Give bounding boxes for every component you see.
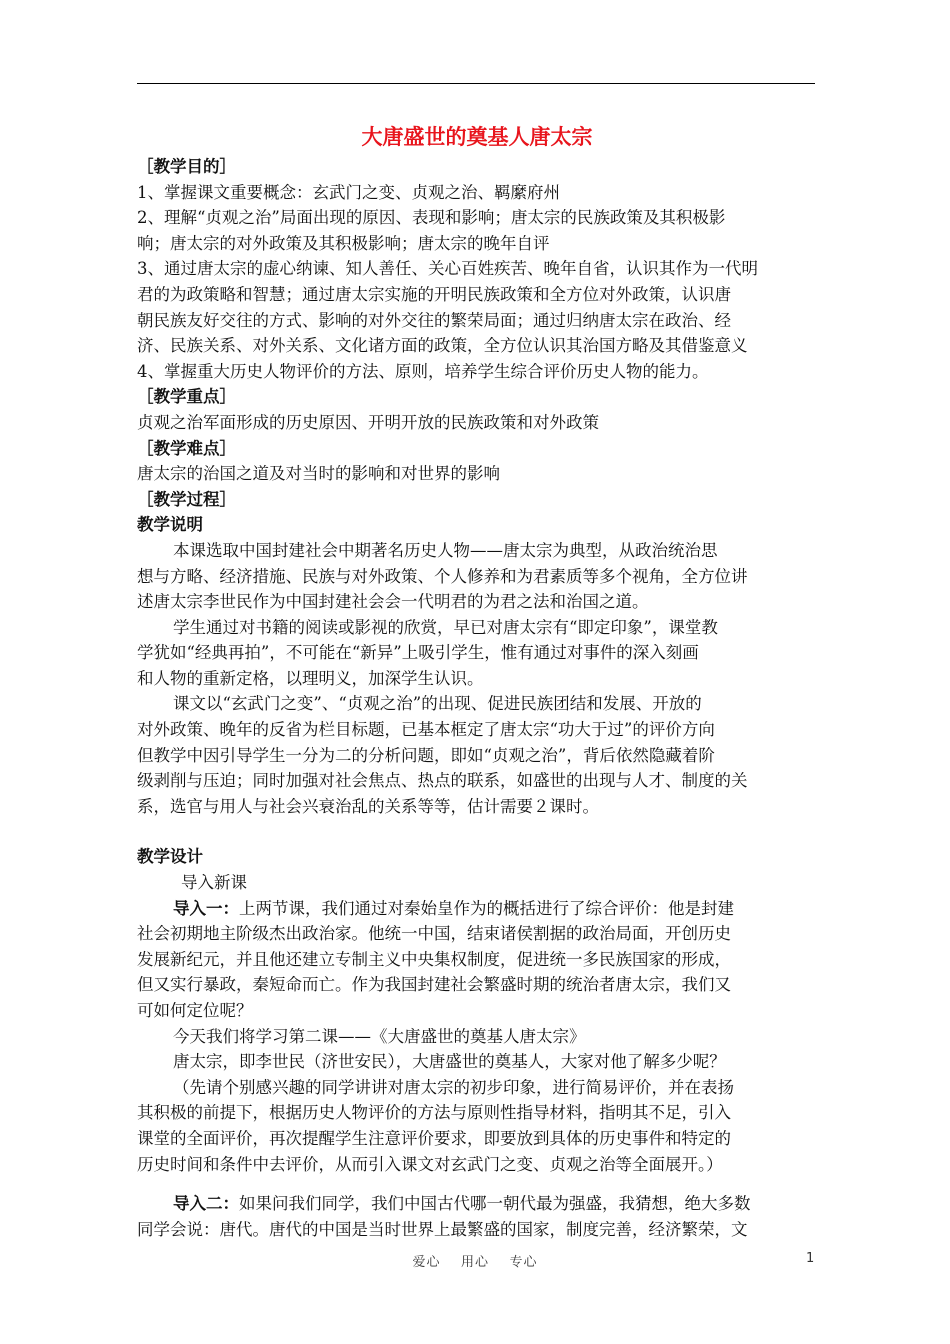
paragraph-line: 想与方略、经济措施、民族与对外政策、个人修养和为君素质等多个视角，全方位讲 <box>137 566 748 586</box>
paragraph-line: 学生通过对书籍的阅读或影视的欣赏，早已对唐太宗有“即定印象”，课堂教 <box>173 617 718 637</box>
paragraph-line: 同学会说：唐代。唐代的中国是当时世界上最繁盛的国家，制度完善，经济繁荣，文 <box>137 1219 748 1239</box>
process-heading: ［教学过程］ <box>137 489 236 509</box>
paragraph-line: 学犹如“经典再拍”，不可能在“新异”上吸引学生，惟有通过对事件的深入刻画 <box>137 643 699 663</box>
paragraph-line: 发展新纪元，并且他还建立专制主义中央集权制度，促进统一多民族国家的形成， <box>137 949 731 969</box>
paragraph-line: 但教学中因引导学生一分为二的分析问题，即如“贞观之治”，背后依然隐藏着阶 <box>137 745 715 765</box>
explain-paragraph-2 <box>137 615 817 692</box>
paragraph-line: 级剥削与压迫；同时加强对社会焦点、热点的联系，如盛世的出现与人才、制度的关 <box>137 771 748 791</box>
intro-one-paragraph <box>137 896 817 1024</box>
aims-line: 朝民族友好交往的方式、影响的对外交往的繁荣局面；通过归纳唐太宗在政治、经 <box>137 310 731 330</box>
explain-heading: 教学说明 <box>137 515 203 535</box>
aims-line: 3、通过唐太宗的虚心纳谏、知人善任、关心百姓疾苦、晚年自省，认识其作为一代明 <box>137 259 758 279</box>
paragraph-line: 述唐太宗李世民作为中国封建社会会一代明君的为君之法和治国之道。 <box>137 592 649 612</box>
teacher-note-paragraph <box>137 1075 817 1177</box>
difficult-points-text: 唐太宗的治国之道及对当时的影响和对世界的影响 <box>137 464 500 484</box>
paragraph-line: 本课选取中国封建社会中期著名历史人物——唐太宗为典型，从政治统治思 <box>173 540 718 560</box>
explain-paragraph-1 <box>137 538 817 615</box>
header-rule <box>137 83 815 84</box>
intro-two-paragraph <box>137 1191 817 1242</box>
tang-taizong-line: 唐太宗，即李世民（济世安民），大唐盛世的奠基人，大家对他了解多少呢？ <box>173 1052 726 1072</box>
paragraph-line: 但又实行暴政，秦短命而亡。作为我国封建社会繁盛时期的统治者唐太宗，我们又 <box>137 975 731 995</box>
aims-line: 4、掌握重大历史人物评价的方法、原则，培养学生综合评价历史人物的能力。 <box>137 361 709 381</box>
paragraph-line: 社会初期地主阶级杰出政治家。他统一中国，结束诸侯割据的政治局面，开创历史 <box>137 924 731 944</box>
aims-line: 1、掌握课文重要概念：玄武门之变、贞观之治、羁縻府州 <box>137 182 560 202</box>
paragraph-line: 课堂的全面评价，再次提醒学生注意评价要求，即要放到具体的历史事件和特定的 <box>137 1128 731 1148</box>
paragraph-line: 历史时间和条件中去评价，从而引入课文对玄武门之变、贞观之治等全面展开。） <box>137 1154 723 1174</box>
paragraph-line: 如果问我们同学，我们中国古代哪一朝代最为强盛，我猜想，绝大多数 <box>239 1194 751 1214</box>
paragraph-line: 对外政策、晚年的反省为栏目标题，已基本框定了唐太宗“功大于过”的评价方向 <box>137 720 715 740</box>
spacer <box>137 1177 817 1191</box>
intro-two-label: 导入二： <box>173 1194 239 1214</box>
intro-new-lesson: 导入新课 <box>181 873 247 893</box>
document-body <box>137 120 817 1242</box>
paragraph-line: 课文以“玄武门之变”、“贞观之治”的出现、促进民族团结和发展、开放的 <box>173 694 702 714</box>
page-number: 1 <box>806 1251 815 1266</box>
design-heading: 教学设计 <box>137 847 203 867</box>
intro-one-label: 导入一： <box>173 898 239 918</box>
aims-line: 2、理解“贞观之治”局面出现的原因、表现和影响；唐太宗的民族政策及其积极影 <box>137 208 726 228</box>
page-title: 大唐盛世的奠基人唐太宗 <box>361 124 593 149</box>
paragraph-line: 系，选官与用人与社会兴衰治乱的关系等等，估计需要２课时。 <box>137 796 599 816</box>
paragraph-line: 可如何定位呢？ <box>137 1001 253 1020</box>
aims-heading: ［教学目的］ <box>137 157 236 176</box>
spacer <box>137 819 817 844</box>
paragraph-line: 其积极的前提下，根据历史人物评价的方法与原则性指导材料，指明其不足，引入 <box>137 1103 731 1123</box>
aims-line: 响；唐太宗的对外政策及其积极影响；唐太宗的晚年自评 <box>137 233 550 253</box>
paragraph-line: 上两节课，我们通过对秦始皇作为的概括进行了综合评价：他是封建 <box>239 898 734 918</box>
difficult-points-heading: ［教学难点］ <box>137 438 236 458</box>
explain-paragraph-3 <box>137 691 817 819</box>
paragraph-line: （先请个别感兴趣的同学讲讲对唐太宗的初步印象，进行简易评价，并在表扬 <box>173 1077 734 1097</box>
aims-line: 济、民族关系、对外关系、文化诸方面的政策，全方位认识其治国方略及其借鉴意义 <box>137 336 748 356</box>
key-points-heading: ［教学重点］ <box>137 387 236 407</box>
aims-list <box>137 180 817 385</box>
key-points-text: 贞观之治军面形成的历史原因、开明开放的民族政策和对外政策 <box>137 412 599 432</box>
footer-slogan: 爱心 用心 专心 <box>412 1255 538 1270</box>
aims-line: 君的为政策略和智慧；通过唐太宗实施的开明民族政策和全方位对外政策，认识唐 <box>137 284 731 304</box>
paragraph-line: 和人物的重新定格，以理明义，加深学生认识。 <box>137 668 484 688</box>
today-lesson-line: 今天我们将学习第二课——《大唐盛世的奠基人唐太宗》 <box>173 1026 586 1046</box>
